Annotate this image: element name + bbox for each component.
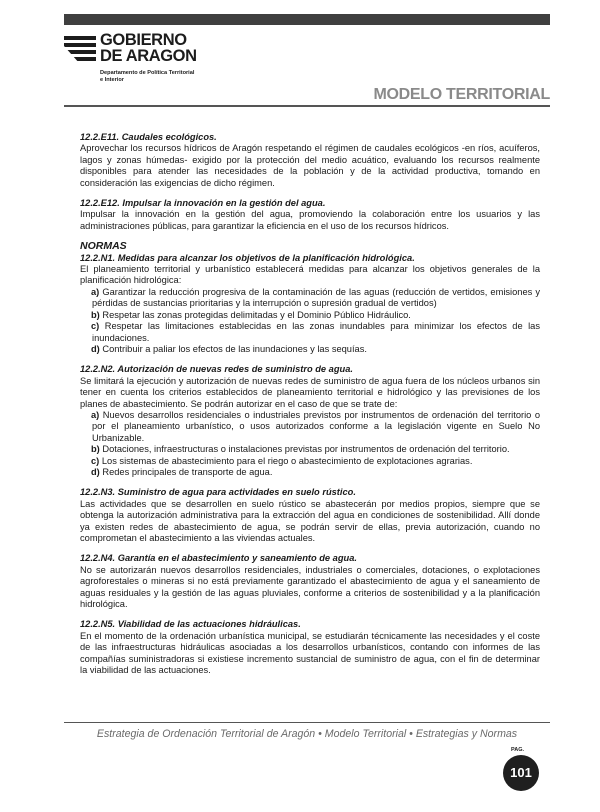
item-letter: a) xyxy=(91,409,100,420)
aragon-logo-icon xyxy=(64,34,96,64)
heading-n1: 12.2.N1. Medidas para alcanzar los objetivos de la planificación hidrológica. xyxy=(80,252,415,263)
footer-divider xyxy=(64,722,550,723)
paragraph-n5: En el momento de la ordenación urbanística municipal, se estudiarán técnicamente las necesidades y el coste de las infraestructuras hidráulicas asociadas a los desarrollos urbanísticos, contando con informes de las compañías suministradoras si existiese incremento sustancial de suministro de agua, con el fin de determinar la viabilidad de las actuaciones. xyxy=(80,630,540,676)
item-text: Nuevos desarrollos residenciales o industriales previstos por instrumentos de ordenación del territorio o por el planeamiento urbanístico, o usos autorizados conforme a la legislación vigente en Suelo No Urbanizable. xyxy=(92,409,540,443)
document-body xyxy=(80,132,540,685)
item-text: Los sistemas de abastecimiento para el riego o abastecimiento de explotaciones agrarias. xyxy=(99,455,473,466)
list-item xyxy=(80,321,540,344)
item-text: Garantizar la reducción progresiva de la contaminación de las aguas (reducción de vertidos, emisiones y pérdidas de sustancias prioritarias y la interrupción o supresión gradual de vertidos) xyxy=(92,286,540,309)
item-text: Redes principales de transporte de agua. xyxy=(99,466,273,477)
section-n3 xyxy=(80,487,540,544)
heading-n4: 12.2.N4. Garantía en el abastecimiento y saneamiento de agua. xyxy=(80,553,357,564)
list-item xyxy=(80,444,540,455)
section-n5 xyxy=(80,619,540,676)
list-item xyxy=(80,287,540,310)
item-letter: d) xyxy=(91,343,100,354)
item-letter: c) xyxy=(91,455,100,466)
logo-title-line2: DE ARAGON xyxy=(100,47,197,65)
footer-text: Estrategia de Ordenación Territorial de Aragón • Modelo Territorial • Estrategias y Normas xyxy=(96,728,518,740)
heading-n5: 12.2.N5. Viabilidad de las actuaciones hidráulicas. xyxy=(80,619,301,630)
section-n4 xyxy=(80,553,540,610)
item-text: Respetar las zonas protegidas delimitadas y el Dominio Público Hidráulico. xyxy=(99,309,411,320)
section-n1 xyxy=(80,253,540,356)
item-text: Contribuir a paliar los efectos de las inundaciones y las sequías. xyxy=(99,343,367,354)
page-label: PAG. xyxy=(511,747,525,753)
paragraph-n4: No se autorizarán nuevos desarrollos residenciales, industriales o comerciales, dotaciones, o explotaciones agroforestales o mineras si no está previamente garantizado el abastecimiento de agua y el saneamiento de aguas residuales y la gestión de las aguas pluviales, conforme a criterios de sostenibilidad y a la planificación hidrológica. xyxy=(80,564,540,610)
list-item xyxy=(80,467,540,478)
paragraph-n1: El planeamiento territorial y urbanístico establecerá medidas para alcanzar los objetivos generales de la planificación hidrológica: xyxy=(80,264,540,286)
item-letter: b) xyxy=(91,444,100,455)
list-item xyxy=(80,310,540,321)
item-letter: d) xyxy=(91,466,100,477)
item-letter: c) xyxy=(91,321,100,332)
logo-title-line1: GOBIERNO xyxy=(100,31,187,49)
heading-e12: 12.2.E12. Impulsar la innovación en la gestión del agua. xyxy=(80,198,326,209)
department-name xyxy=(100,70,194,83)
list-item xyxy=(80,344,540,355)
list-item xyxy=(80,410,540,444)
logo xyxy=(64,32,264,92)
department-line2: e Interior xyxy=(100,76,124,83)
item-letter: a) xyxy=(91,286,100,297)
section-e12 xyxy=(80,198,540,232)
item-letter: b) xyxy=(91,309,100,320)
paragraph-n2: Se limitará la ejecución y autorización de nuevas redes de suministro de agua fuera de los núcleos urbanos sin tener en cuenta los criterios establecidos de planeamiento territorial e hidrológico y las previsiones de los planes de abastecimiento. Se podrán autorizar en el caso de que se trate de: xyxy=(80,375,540,409)
heading-n2: 12.2.N2. Autorización de nuevas redes de suministro de agua. xyxy=(80,364,353,375)
section-e11 xyxy=(80,132,540,189)
item-text: Dotaciones, infraestructuras o instalaciones previstas por instrumentos de ordenación del territorio. xyxy=(99,444,510,455)
paragraph-e11: Aprovechar los recursos hídricos de Aragón respetando el régimen de caudales ecológicos -en ríos, acuíferos, lagos y zonas húmedas- exigido por la protección del medio acuático, evaluando los recursos realmente disponibles para atender las necesidades de la población y de la actividad productiva, tomando en consideración las exigencias de dicho régimen. xyxy=(80,143,540,188)
item-text: Respetar las limitaciones establecidas en las zonas inundables para minimizar los efectos de las inundaciones. xyxy=(92,321,540,343)
list-item xyxy=(80,456,540,467)
heading-e11: 12.2.E11. Caudales ecológicos. xyxy=(80,132,217,142)
page-number-badge: 101 xyxy=(503,755,539,791)
normas-title: NORMAS xyxy=(80,240,127,253)
paragraph-e12: Impulsar la innovación en la gestión del agua, promoviendo la colaboración entre los usuarios y las administraciones públicas, para garantizar la eficiencia en el uso de los recursos hídricos. xyxy=(80,209,540,231)
section-n2 xyxy=(80,364,540,478)
department-line1: Departamento de Política Territorial xyxy=(100,70,195,76)
title-divider xyxy=(64,105,550,107)
paragraph-n3: Las actividades que se desarrollen en suelo rústico se abastecerán por medios propios, siempre que se obtenga la autorización administrativa para la extracción del agua en condiciones de sostenibilidad. Allí donde ya existen redes de abastecimiento de agua, se podrán servir de ellas, previa autorización, cuando no comprometan el abastecimiento a las viviendas actuales. xyxy=(80,498,540,543)
header-bar xyxy=(64,14,550,25)
heading-n3: 12.2.N3. Suministro de agua para actividades en suelo rústico. xyxy=(80,487,356,498)
section-title: MODELO TERRITORIAL xyxy=(373,86,550,103)
